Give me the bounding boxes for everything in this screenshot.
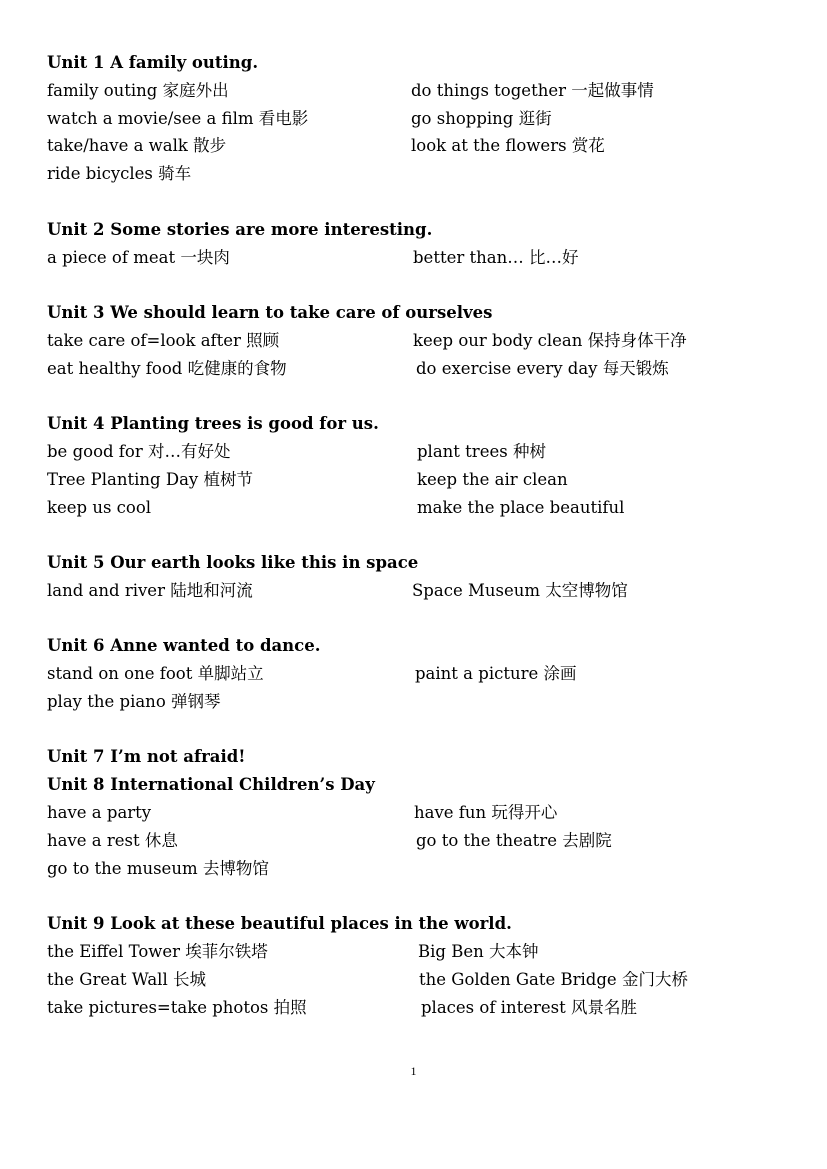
unit-8-phrase: go to the theatre 去剧院 (416, 831, 612, 850)
unit-1-phrase: watch a movie/see a film 看电影 (47, 109, 309, 128)
unit-1-phrase: family outing 家庭外出 (47, 81, 229, 100)
unit-9-title: Unit 9 Look at these beautiful places in the world. (47, 914, 512, 933)
unit-8-phrase: go to the museum 去博物馆 (47, 859, 269, 878)
unit-3-phrase: keep our body clean 保持身体干净 (413, 331, 687, 350)
unit-5-title: Unit 5 Our earth looks like this in space (47, 553, 419, 572)
unit-9-phrase: the Great Wall 长城 (47, 970, 206, 989)
unit-9-phrase: Big Ben 大本钟 (418, 942, 539, 961)
unit-6-title: Unit 6 Anne wanted to dance. (47, 636, 321, 655)
unit-1-title: Unit 1 A family outing. (47, 53, 259, 72)
unit-9-phrase: the Golden Gate Bridge 金门大桥 (419, 970, 688, 989)
unit-8-phrase: have a party (47, 803, 152, 822)
unit-1-phrase: ride bicycles 骑车 (47, 164, 192, 183)
unit-1-phrase: do things together 一起做事情 (411, 81, 654, 100)
unit-3-title: Unit 3 We should learn to take care of ourselves (47, 303, 493, 322)
unit-3-phrase: do exercise every day 每天锻炼 (416, 359, 669, 378)
unit-1-phrase: look at the flowers 赏花 (411, 136, 605, 155)
unit-7-title: Unit 7 I’m not afraid! (47, 747, 246, 766)
unit-2-phrase: a piece of meat 一块肉 (47, 248, 230, 267)
unit-1-phrase: go shopping 逛街 (411, 109, 552, 128)
unit-4-phrase: be good for 对…有好处 (47, 442, 231, 461)
unit-6-phrase: paint a picture 涂画 (415, 664, 577, 683)
unit-3-phrase: take care of=look after 照顾 (47, 331, 280, 350)
unit-8-phrase: have fun 玩得开心 (414, 803, 558, 822)
unit-6-phrase: play the piano 弹钢琴 (47, 692, 221, 711)
unit-3-phrase: eat healthy food 吃健康的食物 (47, 359, 287, 378)
unit-4-phrase: plant trees 种树 (417, 442, 546, 461)
unit-5-phrase: Space Museum 太空博物馆 (412, 581, 628, 600)
unit-4-phrase: Tree Planting Day 植树节 (47, 470, 253, 489)
unit-4-phrase: keep the air clean (417, 470, 568, 489)
unit-9-phrase: the Eiffel Tower 埃菲尔铁塔 (47, 942, 268, 961)
unit-9-phrase: places of interest 风景名胜 (421, 998, 637, 1017)
unit-1-phrase: take/have a walk 散步 (47, 136, 227, 155)
unit-4-phrase: make the place beautiful (417, 498, 625, 517)
unit-2-phrase: better than… 比…好 (413, 248, 579, 267)
unit-8-phrase: have a rest 休息 (47, 831, 178, 850)
unit-8-title: Unit 8 International Children’s Day (47, 775, 375, 794)
unit-4-title: Unit 4 Planting trees is good for us. (47, 414, 379, 433)
unit-9-phrase: take pictures=take photos 拍照 (47, 998, 307, 1017)
unit-4-phrase: keep us cool (47, 498, 152, 517)
unit-2-title: Unit 2 Some stories are more interesting. (47, 220, 433, 239)
page-number: 1 (410, 1064, 417, 1078)
unit-5-phrase: land and river 陆地和河流 (47, 581, 253, 600)
unit-6-phrase: stand on one foot 单脚站立 (47, 664, 264, 683)
